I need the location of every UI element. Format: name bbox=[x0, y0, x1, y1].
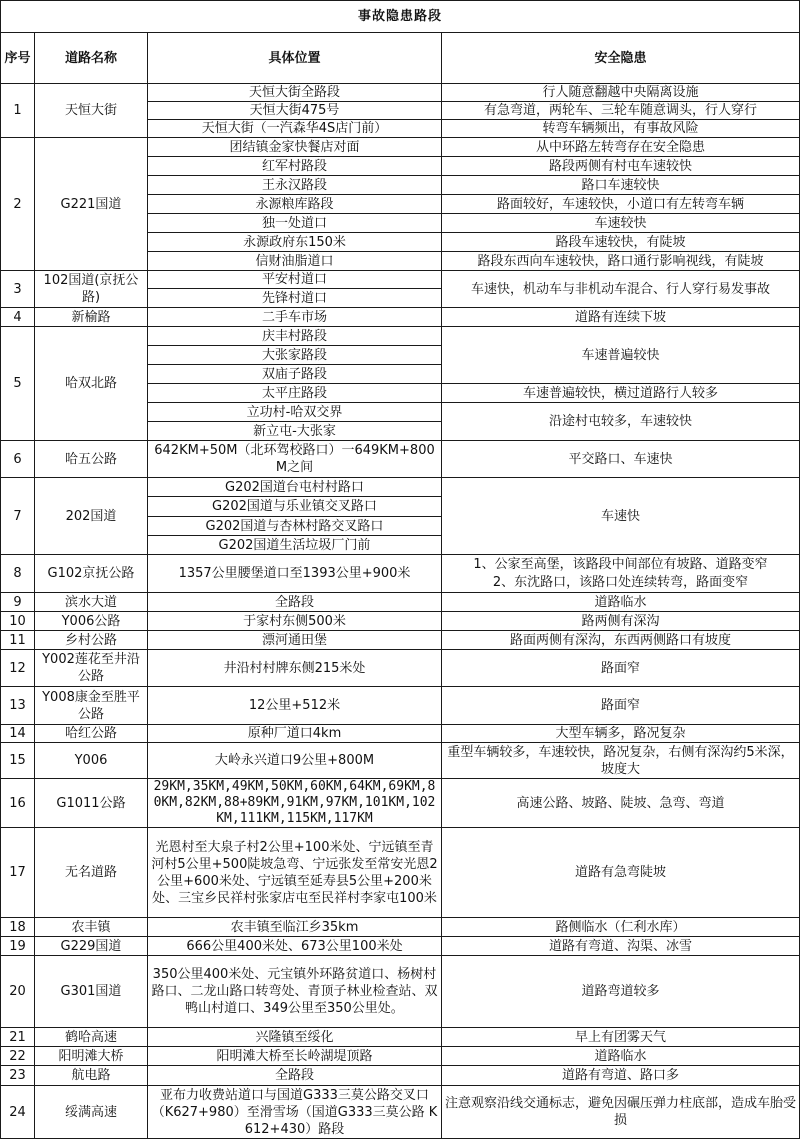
row-no: 12 bbox=[1, 650, 35, 687]
road-name: 哈双北路 bbox=[35, 327, 148, 441]
location-cell: 原种厂道口4km bbox=[148, 725, 442, 743]
location-cell: 天恒大街475号 bbox=[148, 102, 442, 120]
row-no: 14 bbox=[1, 725, 35, 743]
row-no: 24 bbox=[1, 1086, 35, 1139]
location-cell: 红军村路段 bbox=[148, 157, 442, 176]
road-name: G301国道 bbox=[35, 956, 148, 1028]
row-no: 23 bbox=[1, 1066, 35, 1086]
row-no: 6 bbox=[1, 441, 35, 478]
road-name: 阳明滩大桥 bbox=[35, 1047, 148, 1066]
hazard-cell: 路段两侧有村屯车速较快 bbox=[442, 157, 800, 176]
row-no: 9 bbox=[1, 593, 35, 612]
hazard-cell: 车速快 bbox=[442, 478, 800, 555]
road-name: 天恒大街 bbox=[35, 84, 148, 138]
table-row bbox=[1, 138, 800, 157]
table-row bbox=[1, 612, 800, 631]
road-name: 鹤哈高速 bbox=[35, 1028, 148, 1047]
hazard-cell: 路面两侧有深沟，东西两侧路口有坡度 bbox=[442, 631, 800, 650]
row-no: 21 bbox=[1, 1028, 35, 1047]
hazard-cell: 重型车辆较多，车速较快，路况复杂，右侧有深沟约5米深，坡度大 bbox=[442, 743, 800, 779]
row-no: 22 bbox=[1, 1047, 35, 1066]
row-no: 17 bbox=[1, 828, 35, 918]
hazard-cell: 道路临水 bbox=[442, 593, 800, 612]
location-cell: 大岭永兴道口9公里+800M bbox=[148, 743, 442, 779]
hazard-cell: 车速普遍较快，横过道路行人较多 bbox=[442, 384, 800, 403]
row-no: 20 bbox=[1, 956, 35, 1028]
hazard-cell: 转弯车辆频出，有事故风险 bbox=[442, 120, 800, 138]
road-name: G221国道 bbox=[35, 138, 148, 271]
table-row bbox=[1, 918, 800, 937]
hazard-cell: 道路有弯道、路口多 bbox=[442, 1066, 800, 1086]
location-cell: 大张家路段 bbox=[148, 346, 442, 365]
table-row bbox=[1, 828, 800, 918]
table-row bbox=[1, 1028, 800, 1047]
hazard-cell: 路段车速较快，有陡坡 bbox=[442, 233, 800, 252]
location-cell: 光恩村至大泉子村2公里+100米处、宁远镇至青河村5公里+500陡坡急弯、宁远张发至常安光恩2公里+600米处、宁远镇至延寿县5公里+200米处、三宝乡民祥村张家店屯至民祥村李家屯100米 bbox=[148, 828, 442, 918]
road-name: 滨水大道 bbox=[35, 593, 148, 612]
road-name: G102京抚公路 bbox=[35, 555, 148, 593]
location-cell: 666公里400米处、673公里100米处 bbox=[148, 937, 442, 956]
table-row bbox=[1, 1086, 800, 1139]
location-cell: 亚布力收费站道口与国道G333三莫公路交叉口（K627+980）至滑雪场（国道G333三莫公路 K612+430）路段 bbox=[148, 1086, 442, 1139]
row-no: 15 bbox=[1, 743, 35, 779]
road-name: Y006 bbox=[35, 743, 148, 779]
table-row bbox=[1, 308, 800, 327]
table-row bbox=[1, 478, 800, 497]
row-no: 19 bbox=[1, 937, 35, 956]
hazard-cell: 道路有连续下坡 bbox=[442, 308, 800, 327]
location-cell: 642KM+50M（北环驾校路口）一649KM+800M之间 bbox=[148, 441, 442, 478]
hazard-cell: 道路有急弯陡坡 bbox=[442, 828, 800, 918]
location-cell: 独一处道口 bbox=[148, 214, 442, 233]
road-name: Y006公路 bbox=[35, 612, 148, 631]
hazard-cell: 沿途村屯较多，车速较快 bbox=[442, 403, 800, 441]
road-name: 哈红公路 bbox=[35, 725, 148, 743]
location-cell: 先锋村道口 bbox=[148, 289, 442, 308]
table-row bbox=[1, 650, 800, 687]
hazard-cell: 路面较好，车速较快，小道口有左转弯车辆 bbox=[442, 195, 800, 214]
row-no: 10 bbox=[1, 612, 35, 631]
table-row bbox=[1, 593, 800, 612]
hazard-cell: 路面窄 bbox=[442, 687, 800, 725]
location-cell: 兴隆镇至绥化 bbox=[148, 1028, 442, 1047]
row-no: 5 bbox=[1, 327, 35, 441]
hazard-cell: 道路临水 bbox=[442, 1047, 800, 1066]
road-name: 农丰镇 bbox=[35, 918, 148, 937]
location-cell: 太平庄路段 bbox=[148, 384, 442, 403]
road-name: 无名道路 bbox=[35, 828, 148, 918]
location-cell: G202国道台屯村村路口 bbox=[148, 478, 442, 497]
header-road: 道路名称 bbox=[35, 33, 148, 84]
location-cell: 双庙子路段 bbox=[148, 365, 442, 384]
table-row bbox=[1, 725, 800, 743]
road-name: 航电路 bbox=[35, 1066, 148, 1086]
row-no: 18 bbox=[1, 918, 35, 937]
location-cell: 29KM,35KM,49KM,50KM,60KM,64KM,69KM,80KM,82KM,88+89KM,91KM,97KM,101KM,102KM,111KM,115KM,117KM bbox=[148, 779, 442, 828]
hazard-cell: 平交路口、车速快 bbox=[442, 441, 800, 478]
hazard-cell: 从中环路左转弯存在安全隐患 bbox=[442, 138, 800, 157]
location-cell: 永源粮库路段 bbox=[148, 195, 442, 214]
road-name: 202国道 bbox=[35, 478, 148, 555]
table-title: 事故隐患路段 bbox=[1, 1, 800, 33]
location-cell: 漂河通田堡 bbox=[148, 631, 442, 650]
hazard-cell: 路段东西向车速较快，路口通行影响视线，有陡坡 bbox=[442, 252, 800, 271]
row-no: 11 bbox=[1, 631, 35, 650]
road-name: 哈五公路 bbox=[35, 441, 148, 478]
table-row bbox=[1, 956, 800, 1028]
road-name: 新榆路 bbox=[35, 308, 148, 327]
road-name: Y008康金至胜平公路 bbox=[35, 687, 148, 725]
location-cell: G202国道生活垃圾厂门前 bbox=[148, 536, 442, 555]
location-cell: 350公里400米处、元宝镇外环路贫道口、杨树村路口、二龙山路口转弯处、青顶子林业检查站、双鸭山村道口、349公里至350公里处。 bbox=[148, 956, 442, 1028]
location-cell: 天恒大街（一汽森华4S店门前） bbox=[148, 120, 442, 138]
location-cell: G202国道与杏林村路交叉路口 bbox=[148, 517, 442, 536]
table-row bbox=[1, 631, 800, 650]
table-row bbox=[1, 1047, 800, 1066]
table-row bbox=[1, 271, 800, 289]
road-name: 102国道(京抚公路) bbox=[35, 271, 148, 308]
header-location: 具体位置 bbox=[148, 33, 442, 84]
table-row bbox=[1, 937, 800, 956]
location-cell: 立功村-哈双交界 bbox=[148, 403, 442, 422]
table-row bbox=[1, 327, 800, 346]
row-no: 16 bbox=[1, 779, 35, 828]
header-hazard: 安全隐患 bbox=[442, 33, 800, 84]
road-name: G1011公路 bbox=[35, 779, 148, 828]
hazard-cell: 高速公路、坡路、陡坡、急弯、弯道 bbox=[442, 779, 800, 828]
location-cell: 阳明滩大桥至长岭湖堤顶路 bbox=[148, 1047, 442, 1066]
hazard-cell: 有急弯道，两轮车、三轮车随意调头，行人穿行 bbox=[442, 102, 800, 120]
row-no: 1 bbox=[1, 84, 35, 138]
header-no: 序号 bbox=[1, 33, 35, 84]
location-cell: 庆丰村路段 bbox=[148, 327, 442, 346]
location-cell: 团结镇金家快餐店对面 bbox=[148, 138, 442, 157]
road-name: 绥满高速 bbox=[35, 1086, 148, 1139]
hazard-cell: 大型车辆多，路况复杂 bbox=[442, 725, 800, 743]
table-row bbox=[1, 779, 800, 828]
location-cell: 于家村东侧500米 bbox=[148, 612, 442, 631]
table-row bbox=[1, 1066, 800, 1086]
road-name: Y002莲花至井沿公路 bbox=[35, 650, 148, 687]
road-name: 乡村公路 bbox=[35, 631, 148, 650]
hazard-cell: 车速快，机动车与非机动车混合、行人穿行易发事故 bbox=[442, 271, 800, 308]
location-cell: 井沿村村牌东侧215米处 bbox=[148, 650, 442, 687]
hazard-cell: 路侧临水（仁利水库） bbox=[442, 918, 800, 937]
hazard-cell: 车速普遍较快 bbox=[442, 327, 800, 384]
location-cell: 平安村道口 bbox=[148, 271, 442, 289]
location-cell: 全路段 bbox=[148, 593, 442, 612]
row-no: 13 bbox=[1, 687, 35, 725]
location-cell: 信财油脂道口 bbox=[148, 252, 442, 271]
location-cell: 二手车市场 bbox=[148, 308, 442, 327]
hazard-cell: 1、公家至高堡，该路段中间部位有坡路、道路变窄 bbox=[442, 555, 800, 574]
hazard-cell: 行人随意翻越中央隔离设施 bbox=[442, 84, 800, 102]
row-no: 2 bbox=[1, 138, 35, 271]
location-cell: 永源政府东150米 bbox=[148, 233, 442, 252]
hazard-cell: 车速较快 bbox=[442, 214, 800, 233]
hazard-cell: 路面窄 bbox=[442, 650, 800, 687]
row-no: 3 bbox=[1, 271, 35, 308]
location-cell: 1357公里腰堡道口至1393公里+900米 bbox=[148, 555, 442, 593]
location-cell: 新立屯-大张家 bbox=[148, 422, 442, 441]
row-no: 7 bbox=[1, 478, 35, 555]
hazard-cell: 路口车速较快 bbox=[442, 176, 800, 195]
road-name: G229国道 bbox=[35, 937, 148, 956]
table-row bbox=[1, 555, 800, 574]
hazard-cell: 2、东沈路口，该路口处连续转弯，路面变窄 bbox=[442, 574, 800, 593]
location-cell: 王永汉路段 bbox=[148, 176, 442, 195]
table-row bbox=[1, 687, 800, 725]
table-row bbox=[1, 743, 800, 779]
hazard-cell: 道路弯道较多 bbox=[442, 956, 800, 1028]
location-cell: 全路段 bbox=[148, 1066, 442, 1086]
table-row bbox=[1, 441, 800, 478]
location-cell: G202国道与乐业镇交叉路口 bbox=[148, 497, 442, 517]
hazard-cell: 路两侧有深沟 bbox=[442, 612, 800, 631]
location-cell: 天恒大街全路段 bbox=[148, 84, 442, 102]
hazard-cell: 早上有团雾天气 bbox=[442, 1028, 800, 1047]
row-no: 4 bbox=[1, 308, 35, 327]
hazard-cell: 道路有弯道、沟渠、冰雪 bbox=[442, 937, 800, 956]
location-cell: 12公里+512米 bbox=[148, 687, 442, 725]
location-cell: 农丰镇至临江乡35km bbox=[148, 918, 442, 937]
table-row bbox=[1, 84, 800, 102]
row-no: 8 bbox=[1, 555, 35, 593]
hazard-cell: 注意观察沿线交通标志，避免因碾压弹力柱底部，造成车胎受损 bbox=[442, 1086, 800, 1139]
